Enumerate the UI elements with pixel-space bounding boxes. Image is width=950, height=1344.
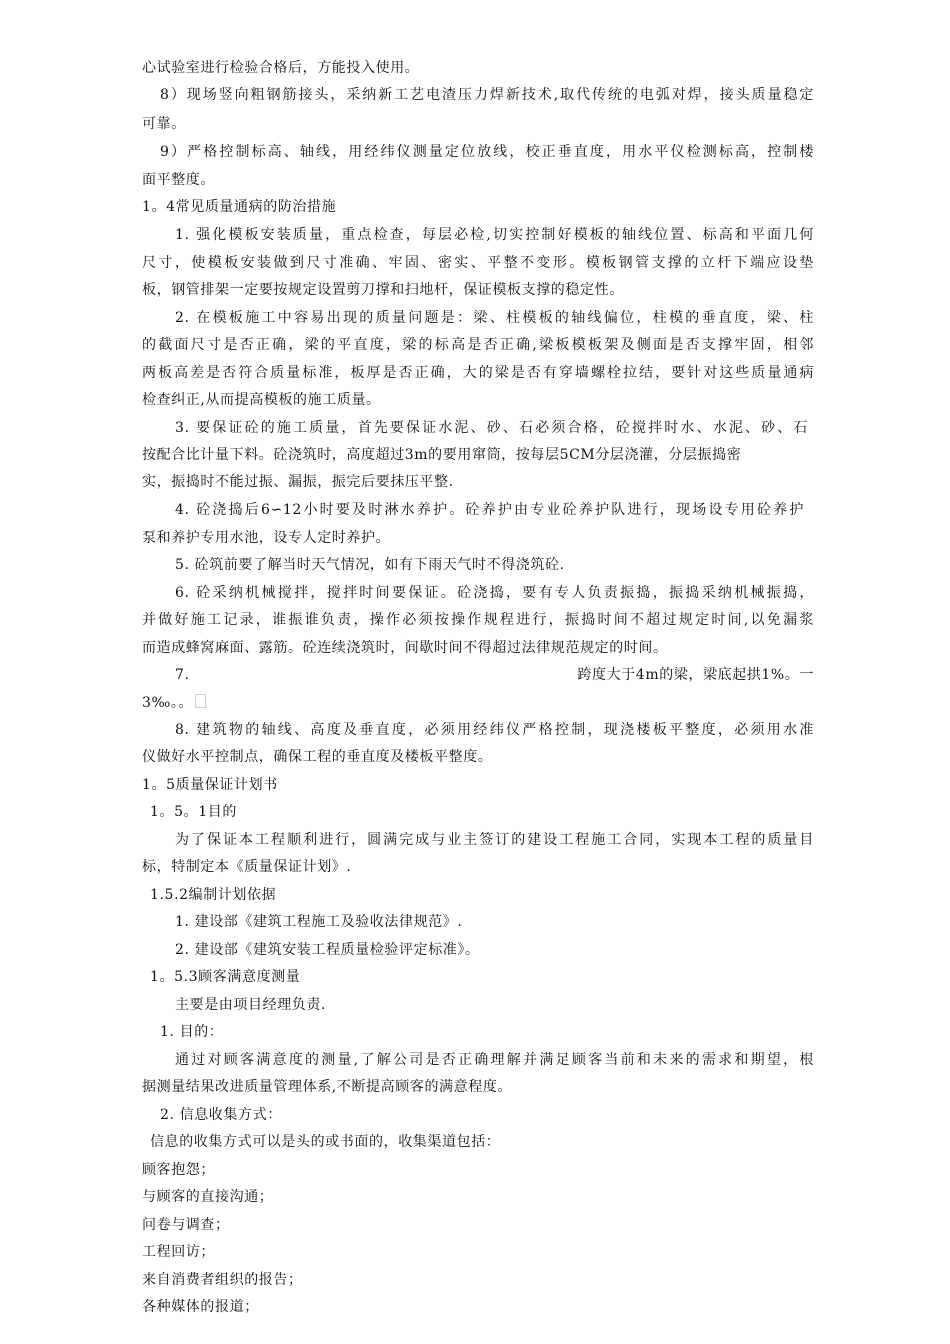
text-line: 8）现场竖向粗钢筋接头，采纳新工艺电渣压力焊新技术,取代传统的电弧对焊，接头质量稳定 [160,87,814,103]
list-item: 1. 目的： [160,1024,224,1040]
text-line: 3‰。。 [142,695,194,711]
text-line: 通过对顾客满意度的测量,了解公司是否正确理解并满足顾客当前和未来的需求和期望，根 [175,1052,814,1068]
text-line: 两板高差是否符合质量标准，板厚是否正确，大的梁是否有穿墙螺栓拉结，要针对这些质量通病 [142,365,814,381]
section-heading: 1。5质量保证计划书 [142,777,278,793]
text-line: 泵和养护专用水池，设专人定时养护。 [142,530,391,546]
subsection-heading: 1。5.3顾客满意度测量 [150,969,301,985]
text-line: 并做好施工记录，谁振谁负责，操作必须按操作规程进行，振捣时间不超过规定时间,以免漏浆 [142,612,814,628]
list-item: 2. 信息收集方式： [160,1107,282,1123]
text-line: 尺寸，使模板安装做到尺寸准确、牢固、密实、平整不变形。模板钢管支撑的立杆下端应设垫 [142,255,814,271]
list-item: 与顾客的直接沟通； [142,1189,274,1205]
text-line: 检查纠正,从而提高模板的施工质量。 [142,392,381,408]
subsection-heading: 1.5.2编制计划依据 [150,887,277,903]
text-line: 板，钢管排架一定要按规定设置剪刀撑和扫地杆，保证模板支撑的稳定性。 [142,282,624,298]
text-line: 的截面尺寸是否正确，梁的平直度，梁的标高是否正确,梁板模板架及侧面是否支撑牢固，相邻 [142,337,814,353]
text-line: 7. [175,667,190,683]
text-line: 4. 砼浇捣后6∽12小时要及时淋水养护。砼养护由专业砼养护队进行，现场设专用砼养护 [175,502,804,518]
text-line: 可靠。 [142,116,186,132]
text-line: 跨度大于4m的梁，梁底起拱1%。一 [577,667,814,683]
missing-glyph-box [195,694,206,708]
list-item: 顾客抱怨； [142,1162,215,1178]
text-line: 心试验室进行检验合格后，方能投入使用。 [142,60,420,76]
list-item: 工程回访； [142,1244,215,1260]
text-line: 仪做好水平控制点，确保工程的垂直度及楼板平整度。 [142,749,493,765]
list-item: 来自消费者组织的报告； [142,1272,303,1288]
text-line: 5. 砼筑前要了解当时天气情况，如有下雨天气时不得浇筑砼. [175,557,565,573]
text-line: 3. 要保证砼的施工质量，首先要保证水泥、砂、石必须合格，砼搅拌时水、水泥、砂、石 [175,420,808,436]
text-line: 信息的收集方式可以是头的或书面的，收集渠道包括： [150,1134,501,1150]
list-item: 问卷与调查； [142,1217,230,1233]
text-line: 主要是由项目经理负责. [175,997,327,1013]
text-line: 而造成蜂窝麻面、露筋。砼连续浇筑时，间歇时间不得超过法律规范规定的时间。 [142,640,668,656]
text-line: 9）严格控制标高、轴线，用经纬仪测量定位放线，校正垂直度，用水平仪检测标高，控制楼 [160,144,814,160]
text-line: 8. 建筑物的轴线、高度及垂直度，必须用经纬仪严格控制，现浇楼板平整度，必须用水准 [175,722,814,738]
list-item: 1. 建设部《建筑工程施工及验收法律规范》. [175,914,463,930]
text-line: 2. 在模板施工中容易出现的质量问题是：梁、柱模板的轴线偏位，柱模的垂直度，梁、柱 [175,310,814,326]
text-line: 1. 强化模板安装质量，重点检查，每层必检,切实控制好模板的轴线位置、标高和平面几何 [175,227,814,243]
text-line: 据测量结果改进质量管理体系,不断提高顾客的满意程度。 [142,1079,513,1095]
list-item: 各种媒体的报道； [142,1299,259,1315]
text-line: 实，振捣时不能过振、漏振，振完后要抹压平整. [142,474,454,490]
text-line: 按配合比计量下料。砼浇筑时，高度超过3m的要用窜筒，按每层5CM分层浇灌，分层振捣密 [142,447,742,463]
text-line: 为了保证本工程顺利进行，圆满完成与业主签订的建设工程施工合同，实现本工程的质量目 [175,832,814,848]
list-item: 2. 建设部《建筑安装工程质量检验评定标准》。 [175,942,480,958]
text-line: 6. 砼采纳机械搅拌，搅拌时间要保证。砼浇捣，要有专人负责振捣，振捣采纳机械振捣， [175,585,814,601]
section-heading: 1。4常见质量通病的防治措施 [142,199,337,215]
subsection-heading: 1。5。1目的 [150,804,237,820]
text-line: 面平整度。 [142,172,215,188]
text-line: 标，特制定本《质量保证计划》. [142,859,352,875]
